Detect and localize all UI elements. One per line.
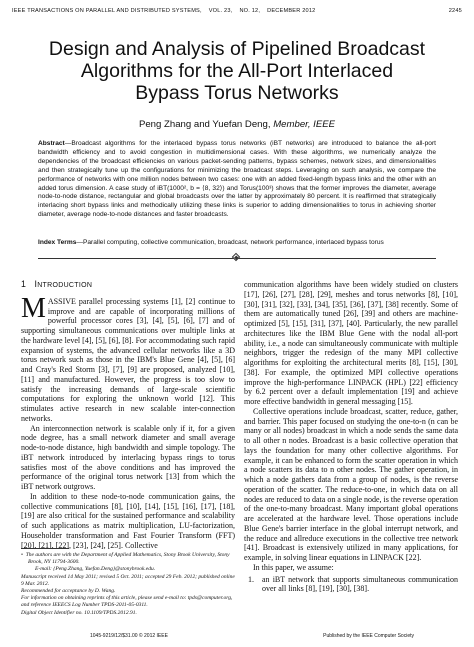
abstract-text: —Broadcast algorithms for the interlaced bypass torus networks (iBT networks) are introduced to balance the all-port bandwidth efficiency and to avoid congestion in multidimensional cases. With these algorithms, we numerically analyze the dependencies of the broadcast efficiencies on various packet-sending patterns, bypass schemes, network sizes, and dimensionalities and then strategically tune up the configurations for minimizing the broadcast steps. Leveraging on such analysis, we compare the performance of networks with one million nodes between two cases: one with an added fixed-length bypass links and the other with an added torus dimension. A case study of iBT(1000², b = ⟨8, 32⟩) and Torus(100³) shows that the former improves the diameter, average node-to-node distance, rectangular and global broadcasts over the latter by approximately 80 percent. It is reaffirmed that strategically interlacing short bypass links and methodically utilizing these links is superior to adding dimensionalities to torus in achieving shorter diameter, average node-to-node distances and faster broadcasts. (38, 140, 436, 219)
list-item-text: an iBT network that supports simultaneous communication over all links [8], [19], [30], [38]. (262, 574, 458, 594)
assumption-list-item (244, 575, 458, 595)
footnote-rule (21, 548, 69, 549)
index-terms-label: Index Terms (38, 239, 77, 246)
footnote-reprints: For information on obtaining reprints of this article, please send e-mail to: tpds@computer.org, and reference IEEECS Log Number TPDS-2011-05-0311. (21, 595, 233, 609)
page-number: 2245 (448, 8, 462, 14)
author-line (20, 119, 454, 130)
intro-paragraph-3: In addition to these node-to-node communication gains, the collective communications [8], [10], [14], [15], [16], [17], [18], [19] are also critical for the sustained performance and scalability of such applications as matrix multiplication, LU-factorization, Householder transformation and Fast Fourier Transform (FFT) [20], [21], [22], [23], [24], [25]. Collective (21, 491, 235, 550)
intro-paragraph-1 (21, 292, 235, 424)
title-line-3: Bypass Torus Networks (135, 82, 339, 104)
right-paragraph-3: In this paper, we assume: (253, 562, 334, 572)
right-paragraph-2: Collective operations include broadcast, scatter, reduce, gather, and barrier. This paper focused on studying the one-to-n (n can be many or all nodes) broadcast in which a node sends the same data to all other n nodes. Broadcast is a basic collective operation that lays the foundation for many other collective algorithms. For example, it can be enhanced to form the scatter operation in which a node scatters its data to n other nodes. The gather operation, in which a node gathers data from a group of nodes, is the reverse operation of the scatter. The reduce-to-one, in which data on all nodes are reduced to data on a single node, is the reverse operation of the one-to-many broadcast. Many important global operations are accelerated at the hardware level. Those operations include Blue Gene's barrier interface in the global interrupt network, and the reduce and allreduce executions in the collective tree network [41]. Broadcast is extensively utilized in many applications, for example, in solving linear equations in LINPACK [22]. (244, 406, 458, 562)
index-terms (38, 239, 436, 248)
right-column (244, 280, 458, 594)
index-terms-text: —Parallel computing, collective communication, broadcast, network performance, interlaced bypass torus (76, 239, 384, 246)
title-line-2: Algorithms for the All-Port Interlaced (80, 60, 394, 82)
footnote-affiliation-text: The authors are with the Department of Applied Mathematics, Stony Brook University, Stony Brook, NY 11794-3600. (25, 552, 230, 566)
title-line-1: Design and Analysis of Pipelined Broadcast (48, 38, 426, 60)
abstract-label: Abstract (38, 140, 65, 147)
journal-info: IEEE TRANSACTIONS ON PARALLEL AND DISTRIBUTED SYSTEMS, VOL. 23, NO. 12, DECEMBER 2012 (12, 8, 316, 14)
footnote-doi: Digital Object Identifier no. 10.1109/TPDS.2012.91. (21, 609, 137, 616)
footnote-email: E-mail: {Peng.Zhang, Yuefan.Deng}@stonybrook.edu. (35, 566, 156, 573)
section-title-rest: NTRODUCTION (37, 282, 93, 289)
section-heading (21, 280, 235, 291)
section-number: 1 (21, 279, 27, 289)
list-item-number: 1. (248, 574, 254, 584)
running-head (12, 8, 462, 14)
bottom-line (90, 633, 414, 639)
abstract (38, 140, 436, 220)
publisher-line: Published by the IEEE Computer Society (323, 633, 414, 639)
footnote-affiliation: • The authors are with the Department of Applied Mathematics, Stony Brook University, Stony Brook, NY 11794-3600. E-mail: {Peng.Zhang, Yuefan.Deng}@stonybrook.edu. (21, 552, 230, 573)
author-names: Peng Zhang and Yuefan Deng, (138, 119, 274, 130)
copyright-line: 1045-9219/12/$31.00 © 2012 IEEE (90, 633, 168, 639)
intro-paragraph-2: An interconnection network is scalable only if it, for a given node degree, has a small network diameter and small average node-to-node distance, high bandwidth and simple topology. The iBT network introduced by interlacing bypass rings to torus satisfies most of the above conditions and has improved the performance of the original torus network [13] from which the iBT network outgrows. (21, 423, 235, 491)
paper-title (20, 38, 454, 104)
drop-cap: M (21, 292, 46, 324)
right-paragraph-1: communication algorithms have been widely studied on clusters [17], [26], [27], [28], [29], meshes and torus networks [8], [10], [30], [31], [32], [33], [34], [35], [36], [37], [38] recently. Some of them are automatically tuned [26], [39] and others are machine-optimized [5], [15], [31], [37], [40]. Particularly, the new parallel architectures like the IBM Blue Gene with the nodal all-port ability, i.e., a node can simultaneously communicate with multiple neighbors, trigger the redesign of the many MPI collective algorithms for exploiting the architectural merits [8], [15], [30], [38]. For example, the optimized MPI collective operations improve the high-performance LINPACK (HPL) [22] efficiency by 6.2 percent over a default implementation [19] and achieve more effective bandwidth in general messaging [15]. (244, 280, 458, 406)
footnotes (21, 552, 235, 617)
section-title-initial: I (34, 279, 38, 289)
footnote-recommended: Recommended for acceptance by D. Wang. (21, 588, 116, 595)
footnote-received: Manuscript received 14 May 2011; revised 5 Oct. 2011; accepted 29 Feb. 2012; published online 9 Mar. 2012. (21, 573, 235, 587)
left-column (21, 280, 235, 550)
intro-paragraph-1-text: ASSIVE parallel processing systems [1], [2] continue to improve and are capable of incorporating millions of powerful processor cores [3], [4], [5], [6], [7] and of supporting simultaneous communications over multiple links at the hardware level [4], [5], [6], [8]. For accommodating such rapid expansion of systems, the advanced cellular networks like a 3D torus network such as those in the IBM's Blue Gene [4], [5], [6] and Cray's Red Storm [3], [7], [9] are proposed, analyzed [10], [11] and manufactured. However, the progress is too slow to satisfy the increasing demands of large-scale scientific computations for exploring the unknown world [12]. This stimulates active research in new scalable inter-connection networks. (21, 296, 235, 423)
author-membership: Member, IEEE (273, 119, 336, 130)
